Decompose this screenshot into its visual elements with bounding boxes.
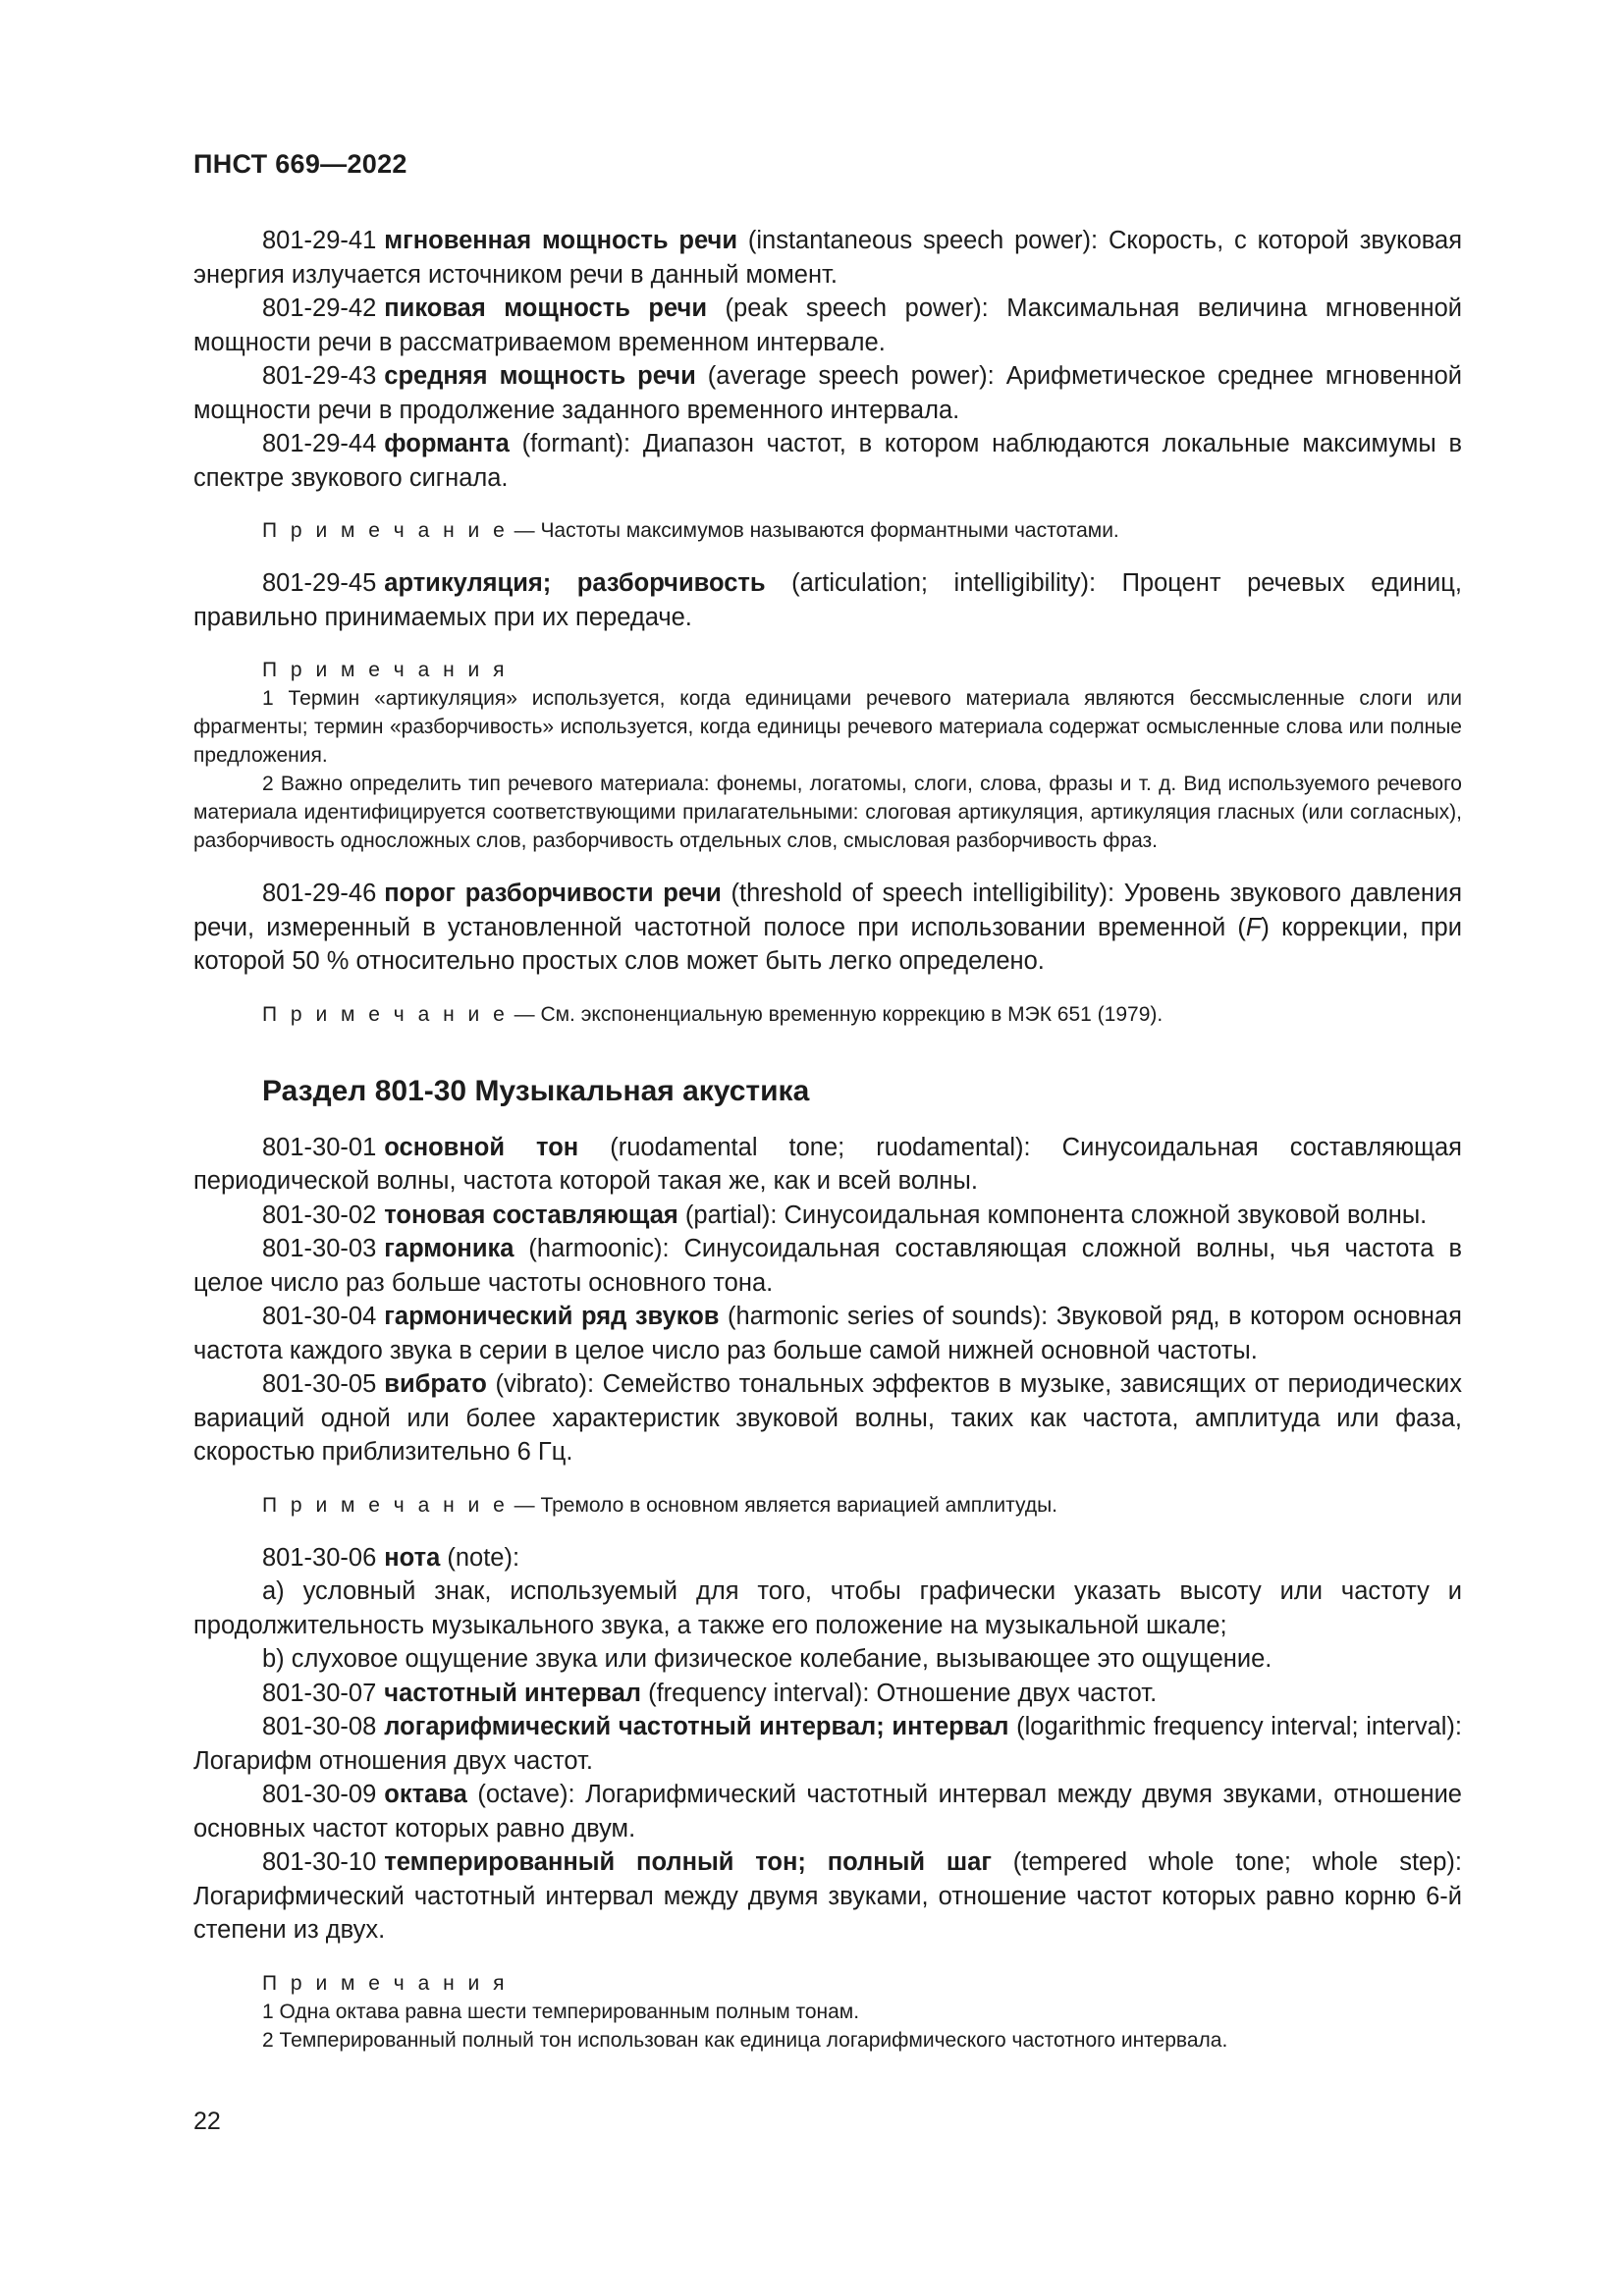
term-name: порог разборчивости речи [384, 880, 722, 907]
term-name: частотный интервал [384, 1679, 642, 1707]
note: П р и м е ч а н и е — См. экспоненциальную временную коррекцию в МЭК 651 (1979). [262, 1002, 1164, 1026]
term-definition-cont: ) коррекции, при которой 50 % относительно простых слов может быть легко определено. [193, 913, 1462, 975]
document-body [193, 224, 1462, 2055]
term-entry [193, 1677, 1462, 1711]
term-number: 801-30-09 [262, 1781, 377, 1808]
term-number: 801-30-01 [262, 1133, 377, 1161]
term-definition: (ruodamental tone; ruodamental): Синусоидальная составляющая периодической волны, частота которой такая же, как и всей волны. [193, 1133, 1462, 1195]
note-text: См. экспоненциальную временную коррекцию в МЭК 651 (1979). [540, 1002, 1164, 1026]
term-name: гармонический ряд звуков [384, 1303, 720, 1330]
term-number: 801-30-07 [262, 1679, 377, 1707]
term-number: 801-30-05 [262, 1370, 377, 1398]
term-definition: (harmoonic): Синусоидальная составляющая сложной волны, чья частота в целое число раз больше частоты основного тона. [193, 1235, 1462, 1297]
term-number: 801-29-41 [262, 227, 377, 254]
term-entry [193, 877, 1462, 979]
note-item: 1 Одна октава равна шести темперированным полным тонам. [262, 2000, 860, 2023]
term-entry [193, 1778, 1462, 1845]
term-name: логарифмический частотный интервал; интервал [384, 1713, 1009, 1740]
term-entry [193, 1541, 1462, 1575]
term-entry [193, 1199, 1462, 1233]
notes-block [193, 656, 1462, 855]
document-code: ПНСТ 669—2022 [193, 149, 407, 179]
term-definition: (harmonic series of sounds): Звуковой ряд, в котором основная частота каждого звука в серии в целое число раз больше самой нижней основной частоты. [193, 1303, 1462, 1364]
term-definition: (octave): Логарифмический частотный интервал между двумя звуками, отношение основных частот которых равно двум. [193, 1781, 1462, 1842]
term-definition: (tempered whole tone; whole step): Логарифмический частотный интервал между двумя звуками, отношение частот которых равно корню 6-й степени из двух. [193, 1848, 1462, 1944]
term-entry [193, 1300, 1462, 1367]
term-entry [193, 427, 1462, 495]
note-label: П р и м е ч а н и е [262, 519, 509, 542]
term-definition: (partial): Синусоидальная компонента сложной звуковой волны. [677, 1201, 1428, 1229]
term-entry [193, 224, 1462, 292]
term-entry [193, 1845, 1462, 1948]
term-definition: (logarithmic frequency interval; interval): Логарифм отношения двух частот. [193, 1713, 1462, 1775]
term-entry [193, 566, 1462, 634]
term-name: тоновая составляющая [384, 1201, 678, 1229]
term-definition: (vibrato): Семейство тональных эффектов в музыке, зависящих от периодических вариаций одной или более характеристик звуковой волны, таких как частота, амплитуда или фаза, скоростью приблизительно 6 Гц. [193, 1370, 1462, 1466]
term-entry [193, 359, 1462, 427]
term-name: октава [384, 1781, 467, 1808]
term-number: 801-29-43 [262, 362, 377, 390]
term-entry [193, 1710, 1462, 1778]
term-name: вибрато [384, 1370, 487, 1398]
term-definition: (articulation; intelligibility): Процент речевых единиц, правильно принимаемых при их передаче. [193, 569, 1462, 631]
note: П р и м е ч а н и е — Тремоло в основном является вариацией амплитуды. [262, 1493, 1057, 1517]
term-entry [193, 1131, 1462, 1199]
term-name: мгновенная мощность речи [384, 227, 738, 254]
term-definition: (average speech power): Арифметическое среднее мгновенной мощности речи в продолжение заданного временного интервала. [193, 362, 1462, 424]
term-number: 801-29-45 [262, 569, 377, 597]
term-name: форманта [384, 430, 510, 457]
note-label: П р и м е ч а н и е [262, 1002, 509, 1026]
term-definition: (note): [440, 1543, 520, 1572]
notes-label: П р и м е ч а н и я [262, 1971, 509, 1995]
term-name: средняя мощность речи [384, 362, 696, 390]
term-number: 801-30-04 [262, 1303, 377, 1330]
term-name: гармоника [384, 1235, 514, 1262]
note-item: 1 Термин «артикуляция» используется, когда единицами речевого материала являются бессмысленные слоги или фрагменты; термин «разборчивость» используется, когда единицы речевого материала содержат осмысленные слова или полные предложения. [193, 687, 1462, 767]
note: П р и м е ч а н и е — Частоты максимумов называются формантными частотами. [262, 519, 1119, 542]
term-number: 801-30-06 [262, 1543, 377, 1572]
term-number: 801-30-08 [262, 1713, 377, 1740]
italic-symbol: F [1245, 913, 1262, 941]
definition-item: b) слуховое ощущение звука или физическое колебание, вызывающее это ощущение. [262, 1645, 1272, 1673]
term-name: пиковая мощность речи [384, 294, 708, 322]
term-number: 801-30-02 [262, 1201, 377, 1229]
term-number: 801-29-44 [262, 430, 377, 457]
definition-item: a) условный знак, используемый для того, чтобы графически указать высоту или частоту и продолжительность музыкального звука, а также его положение на музыкальной шкале; [193, 1577, 1462, 1639]
term-number: 801-29-42 [262, 294, 377, 322]
term-entry [193, 1232, 1462, 1300]
term-entry [193, 292, 1462, 359]
note-text: Частоты максимумов называются формантными частотами. [540, 519, 1119, 542]
term-name: темперированный полный тон; полный шаг [384, 1848, 992, 1876]
notes-block [193, 1969, 1462, 2055]
term-number: 801-29-46 [262, 880, 377, 907]
term-definition: (instantaneous speech power): Скорость, с которой звуковая энергия излучается источником речи в данный момент. [193, 227, 1463, 289]
term-definition: (frequency interval): Отношение двух частот. [641, 1679, 1158, 1707]
note-text: Тремоло в основном является вариацией амплитуды. [540, 1493, 1057, 1517]
note-label: П р и м е ч а н и е [262, 1493, 509, 1517]
note-item: 2 Темперированный полный тон использован как единица логарифмического частотного интервала. [262, 2028, 1228, 2052]
page-number: 22 [193, 2108, 221, 2135]
term-definition: (formant): Диапазон частот, в котором наблюдаются локальные максимумы в спектре звукового сигнала. [193, 430, 1462, 492]
term-entry [193, 1367, 1462, 1469]
term-number: 801-30-03 [262, 1235, 377, 1262]
term-name: нота [384, 1543, 441, 1572]
term-name: артикуляция; разборчивость [384, 569, 766, 597]
note-item: 2 Важно определить тип речевого материала: фонемы, логатомы, слоги, слова, фразы и т. д. Вид используемого речевого материала идентифицируется соответствующими прилагательными: слоговая артикуляция, артикуляция гласных (или согласных), разборчивость односложных слов, разборчивость отдельных слов, смысловая разборчивость фраз. [193, 773, 1462, 852]
term-definition: (peak speech power): Максимальная величина мгновенной мощности речи в рассматриваемом временном интервале. [193, 294, 1462, 356]
term-definition: (threshold of speech intelligibility): Уровень звукового давления речи, измеренный в установленной частотной полосе при использовании временной ( [193, 880, 1463, 941]
term-number: 801-30-10 [262, 1848, 377, 1876]
term-name: основной тон [384, 1133, 579, 1161]
notes-label: П р и м е ч а н и я [262, 659, 509, 681]
section-title: Раздел 801-30 Музыкальная акустика [262, 1074, 810, 1107]
